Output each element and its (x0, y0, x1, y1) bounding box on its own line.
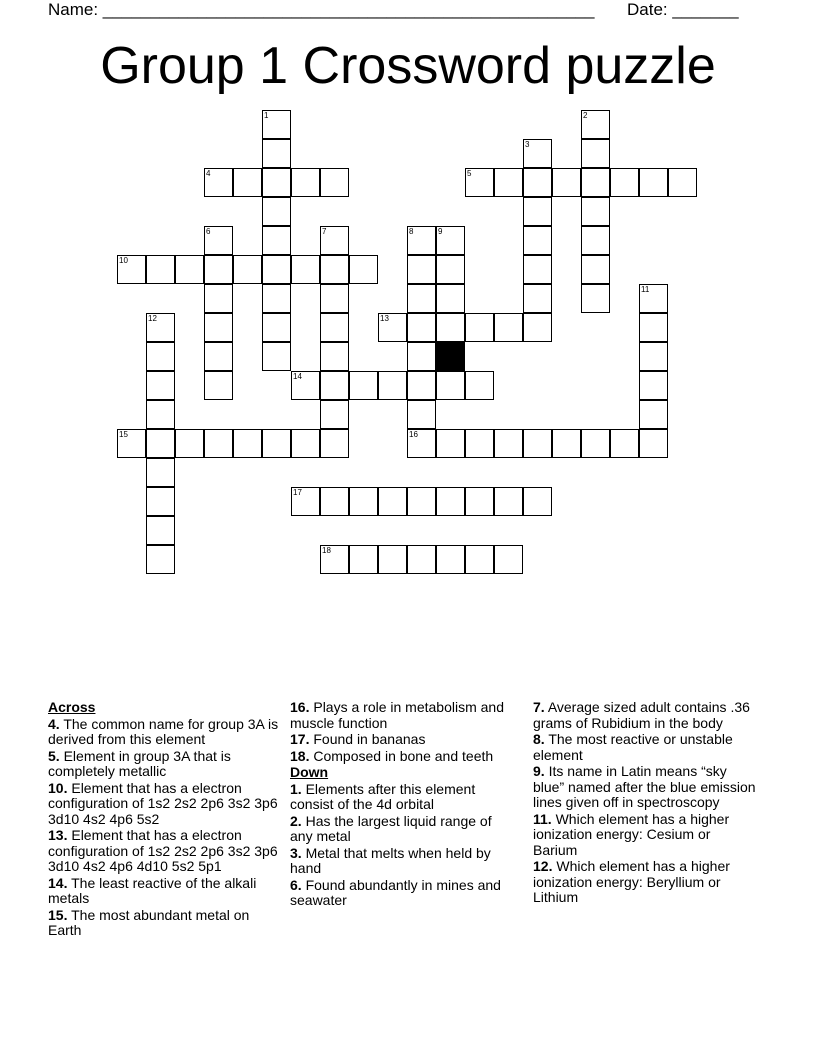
clue-item (290, 782, 510, 813)
grid-cell[interactable] (407, 371, 436, 400)
clue-number-label: 6. (290, 876, 302, 893)
grid-cell[interactable] (320, 284, 349, 313)
clue-number: 12 (148, 314, 157, 323)
grid-cell[interactable] (320, 371, 349, 400)
clue-number-label: 2. (290, 812, 302, 829)
grid-cell[interactable] (581, 226, 610, 255)
grid-cell[interactable] (146, 516, 175, 545)
clue-number: 14 (293, 372, 302, 381)
grid-cell[interactable] (465, 371, 494, 400)
clue-number-label: 8. (533, 731, 545, 747)
clue-text: Found abundantly in mines and seawater (290, 876, 501, 908)
grid-cell[interactable] (320, 487, 349, 516)
grid-cell[interactable] (204, 371, 233, 400)
grid-cell[interactable] (436, 545, 465, 574)
clue-text: Element that has a electron configuration of 1s2 2s2 2p6 3s2 3p6 3d10 4s2 4p6 4d10 5s2 5p1 (48, 827, 278, 874)
grid-cell[interactable] (262, 168, 291, 197)
grid-cell[interactable] (465, 545, 494, 574)
grid-cell[interactable] (465, 168, 494, 197)
clues-column-2 (290, 700, 510, 910)
grid-cell[interactable] (581, 197, 610, 226)
grid-cell[interactable] (552, 168, 581, 197)
clue-number-label: 13. (48, 827, 68, 843)
grid-cell[interactable] (523, 487, 552, 516)
clue-number: 11 (641, 285, 650, 294)
grid-cell[interactable] (320, 342, 349, 371)
grid-cell[interactable] (581, 284, 610, 313)
grid-cell[interactable] (146, 342, 175, 371)
clue-text: Found in bananas (313, 731, 426, 747)
clue-number: 10 (119, 256, 128, 265)
grid-cell[interactable] (407, 545, 436, 574)
grid-cell[interactable] (204, 342, 233, 371)
grid-cell[interactable] (436, 226, 465, 255)
grid-cell[interactable] (378, 487, 407, 516)
clue-item (290, 700, 510, 731)
clue-number-label: 18. (290, 747, 310, 764)
clue-number-label: 3. (290, 844, 302, 861)
grid-cell[interactable] (523, 139, 552, 168)
clue-item (290, 878, 510, 909)
grid-cell[interactable] (204, 168, 233, 197)
clue-text: Plays a role in metabolism and muscle function (290, 699, 505, 731)
grid-cell[interactable] (436, 255, 465, 284)
grid-cell[interactable] (639, 429, 668, 458)
clue-number-label: 10. (48, 779, 68, 796)
clue-text: Which element has a higher ionization energy: Beryllium or Lithium (533, 858, 730, 905)
clue-text: The least reactive of the alkali metals (48, 874, 257, 906)
clue-number-label: 7. (533, 699, 545, 715)
grid-cell[interactable] (581, 110, 610, 139)
grid-cell[interactable] (349, 255, 378, 284)
grid-cell[interactable] (581, 168, 610, 197)
grid-cell[interactable] (494, 168, 523, 197)
clue-number-label: 11. (533, 810, 552, 827)
grid-cell[interactable] (407, 284, 436, 313)
grid-cell[interactable] (407, 226, 436, 255)
clue-text: Its name in Latin means “sky blue” named after the blue emission lines given off in spectroscopy (533, 763, 756, 810)
grid-cell[interactable] (175, 255, 204, 284)
grid-cell[interactable] (465, 313, 494, 342)
clue-number-label: 17. (290, 731, 310, 747)
grid-cell[interactable] (262, 226, 291, 255)
clue-item (533, 732, 758, 763)
clue-item (533, 859, 758, 906)
grid-cell[interactable] (204, 284, 233, 313)
grid-cell[interactable] (146, 458, 175, 487)
clue-number: 1 (264, 111, 269, 120)
grid-cell[interactable] (233, 429, 262, 458)
grid-cell[interactable] (581, 429, 610, 458)
clue-number: 17 (293, 488, 302, 497)
grid-cell[interactable] (320, 255, 349, 284)
clue-item (290, 814, 510, 845)
clue-item (533, 700, 758, 731)
clue-text: Has the largest liquid range of any metal (290, 812, 492, 844)
grid-cell[interactable] (204, 226, 233, 255)
grid-cell[interactable] (291, 429, 320, 458)
clue-text: The common name for group 3A is derived from this element (48, 715, 279, 747)
clue-number: 7 (322, 227, 327, 236)
clue-item (290, 732, 510, 748)
grid-cell[interactable] (494, 545, 523, 574)
clue-text: Average sized adult contains .36 grams of Rubidium in the body (533, 699, 750, 731)
clue-text: Metal that melts when held by hand (290, 844, 491, 876)
grid-cell[interactable] (639, 342, 668, 371)
grid-cell[interactable] (291, 371, 320, 400)
down-heading: Down (290, 764, 329, 780)
clue-number-label: 5. (48, 747, 60, 764)
grid-cell[interactable] (494, 487, 523, 516)
clue-item (290, 846, 510, 877)
clue-item (533, 812, 758, 859)
clue-number-label: 4. (48, 715, 60, 732)
grid-cell[interactable] (320, 313, 349, 342)
date-field-line: Date: _______ (627, 0, 739, 19)
across-heading: Across (48, 699, 96, 715)
clue-text: Elements after this element consist of the 4d orbital (290, 780, 476, 812)
grid-cell[interactable] (320, 545, 349, 574)
grid-cell[interactable] (436, 487, 465, 516)
grid-cell[interactable] (436, 284, 465, 313)
clue-number: 3 (525, 140, 530, 149)
grid-cell[interactable] (262, 342, 291, 371)
grid-cell[interactable] (146, 371, 175, 400)
clue-number: 2 (583, 111, 588, 120)
clue-text: Element in group 3A that is completely metallic (48, 747, 231, 779)
grid-cell[interactable] (204, 255, 233, 284)
grid-cell[interactable] (291, 255, 320, 284)
grid-cell[interactable] (378, 371, 407, 400)
clue-item (48, 828, 280, 875)
clue-text: Element that has a electron configuration of 1s2 2s2 2p6 3s2 3p6 3d10 4s2 4p6 5s2 (48, 779, 278, 827)
clue-number: 6 (206, 227, 211, 236)
clue-number: 13 (380, 314, 389, 323)
grid-cell[interactable] (117, 255, 146, 284)
grid-cell[interactable] (233, 255, 262, 284)
grid-cell[interactable] (407, 313, 436, 342)
grid-cell[interactable] (320, 429, 349, 458)
clue-number-label: 16. (290, 699, 310, 715)
grid-cell[interactable] (320, 226, 349, 255)
clue-number: 9 (438, 227, 443, 236)
grid-cell[interactable] (581, 255, 610, 284)
grid-cell[interactable] (407, 400, 436, 429)
grid-cell[interactable] (320, 168, 349, 197)
grid-cell[interactable] (262, 284, 291, 313)
grid-cell[interactable] (291, 487, 320, 516)
grid-cell[interactable] (204, 313, 233, 342)
grid-cell[interactable] (117, 429, 146, 458)
grid-cell[interactable] (436, 429, 465, 458)
clue-text: Composed in bone and teeth (313, 747, 494, 764)
grid-cell[interactable] (639, 400, 668, 429)
clue-number: 5 (467, 169, 472, 178)
grid-cell[interactable] (378, 545, 407, 574)
grid-cell[interactable] (349, 545, 378, 574)
grid-cell[interactable] (523, 284, 552, 313)
clue-item (48, 908, 280, 939)
clue-number-label: 12. (533, 858, 553, 874)
clue-number: 4 (206, 169, 211, 178)
clue-number-label: 1. (290, 780, 302, 797)
grid-cell[interactable] (552, 429, 581, 458)
grid-cell[interactable] (349, 371, 378, 400)
grid-cell[interactable] (146, 429, 175, 458)
grid-cell[interactable] (262, 110, 291, 139)
clue-number: 15 (119, 430, 128, 439)
grid-cell[interactable] (523, 255, 552, 284)
clues-column-1 (48, 700, 280, 940)
clue-number: 8 (409, 227, 414, 236)
grid-cell[interactable] (262, 255, 291, 284)
grid-cell[interactable] (639, 284, 668, 313)
clue-text: Which element has a higher ionization energy: Cesium or Barium (533, 810, 730, 858)
clue-item (48, 876, 280, 907)
grid-cell[interactable] (523, 226, 552, 255)
grid-cell[interactable] (494, 429, 523, 458)
clue-number: 16 (409, 430, 418, 439)
grid-cell[interactable] (349, 487, 378, 516)
clue-number: 18 (322, 546, 331, 555)
clue-number-label: 9. (533, 763, 545, 779)
grid-cell[interactable] (233, 168, 262, 197)
grid-cell[interactable] (581, 139, 610, 168)
clues-column-3 (533, 700, 758, 907)
page-title: Group 1 Crossword puzzle (100, 37, 716, 95)
grid-cell[interactable] (146, 545, 175, 574)
clue-number-label: 14. (48, 874, 68, 891)
clue-item (48, 749, 280, 780)
grid-cell[interactable] (146, 255, 175, 284)
grid-cell[interactable] (610, 429, 639, 458)
grid-cell[interactable] (523, 197, 552, 226)
grid-cell[interactable] (262, 429, 291, 458)
clue-item (533, 764, 758, 811)
grid-cell[interactable] (204, 429, 233, 458)
grid-cell[interactable] (523, 313, 552, 342)
grid-cell[interactable] (378, 313, 407, 342)
name-field-line: Name: ____________________________________________________ (48, 0, 595, 19)
clue-item (48, 717, 280, 748)
grid-cell[interactable] (610, 168, 639, 197)
grid-cell[interactable] (494, 313, 523, 342)
clue-number-label: 15. (48, 906, 68, 923)
grid-cell[interactable] (175, 429, 204, 458)
clue-item (290, 749, 510, 765)
grid-cell[interactable] (407, 342, 436, 371)
grid-cell[interactable] (436, 371, 465, 400)
grid-cell[interactable] (407, 429, 436, 458)
grid-cell[interactable] (407, 255, 436, 284)
clue-text: The most abundant metal on Earth (48, 906, 250, 938)
grid-cell[interactable] (668, 168, 697, 197)
grid-cell[interactable] (639, 313, 668, 342)
grid-cell[interactable] (146, 313, 175, 342)
grid-cell[interactable] (291, 168, 320, 197)
grid-cell[interactable] (407, 487, 436, 516)
grid-cell[interactable] (262, 313, 291, 342)
grid-cell[interactable] (262, 197, 291, 226)
grid-cell[interactable] (639, 168, 668, 197)
grid-cell[interactable] (523, 168, 552, 197)
grid-cell[interactable] (465, 429, 494, 458)
grid-cell[interactable] (320, 400, 349, 429)
grid-cell[interactable] (262, 139, 291, 168)
clue-text: The most reactive or unstable element (533, 731, 733, 763)
grid-cell[interactable] (146, 400, 175, 429)
black-cell (436, 342, 465, 371)
grid-cell[interactable] (465, 487, 494, 516)
grid-cell[interactable] (146, 487, 175, 516)
clue-item (48, 781, 280, 828)
grid-cell[interactable] (436, 313, 465, 342)
grid-cell[interactable] (523, 429, 552, 458)
grid-cell[interactable] (639, 371, 668, 400)
